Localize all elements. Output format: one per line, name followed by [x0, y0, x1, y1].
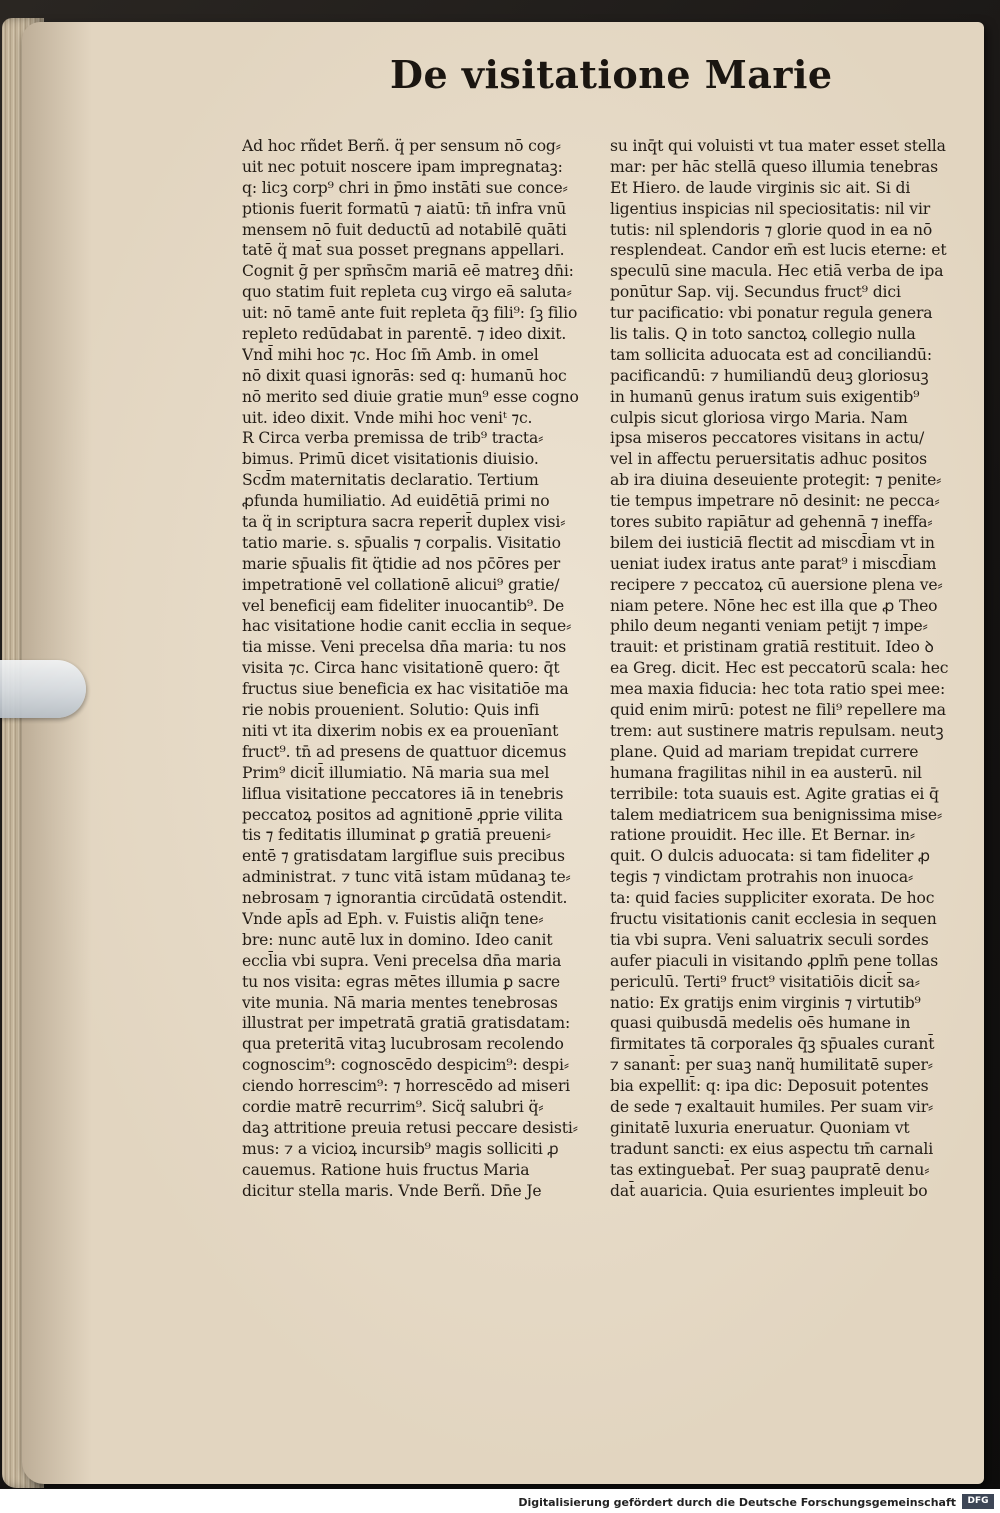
left-column-line: nō merito sed diuie gratie mun⁹ esse cogno	[242, 387, 579, 406]
right-column-line: terribile: tota suauis est. Agite gratias ei q̄	[610, 784, 939, 803]
left-column-line: illustrat per impetratā gratiā gratisdatam:	[242, 1014, 571, 1033]
right-column-line: ponūtur Sap. vij. Secundus fruct⁹ dici	[610, 283, 901, 302]
left-column-line: bre: nunc autē lux in domino. Ideo canit	[242, 930, 553, 949]
left-column-line: Cognit ḡ per spm̄sc̄m mariā eē matreꝫ dn̄i:	[242, 262, 574, 281]
right-column-line: quid enim mirū: potest ne fili⁹ repellere ma	[610, 701, 946, 720]
left-column-line: Vnde apl̄s ad Eph. v. Fuistis aliq̄n tene⸗	[242, 909, 544, 928]
left-column-line: fructus siue beneficia ex hac visitatiōe ma	[242, 680, 569, 699]
plastic-bookmark	[0, 660, 86, 718]
right-column-line: tie tempus impetrare nō desinit: ne pecca⸗	[610, 492, 940, 511]
left-column-line: ta q̈ in scriptura sacra reperit̄ duplex visi⸗	[242, 513, 566, 532]
right-column-line: talem mediatricem sua benignissima mise⸗	[610, 805, 942, 824]
left-column-line: rie nobis prouenient. Solutio: Quis infi	[242, 701, 540, 720]
right-column-line: tradunt sancti: ex eius aspectu tm̄ carnali	[610, 1139, 934, 1158]
left-column-line: peccatoꝝ positos ad agnitionē ꝓprie vilita	[242, 805, 563, 824]
right-column-line: tia vbi supra. Veni saluatrix seculi sordes	[610, 930, 929, 949]
left-column-line: tatē q̈ mat̄ sua posset pregnans appellari.	[242, 241, 565, 260]
left-column-line: Vnd̄ mihi hoc ⁊c. Hoc ſm̄ Amb. in omel	[242, 345, 539, 364]
left-column-line: ciendo horrescim⁹: ⁊ horrescēdo ad miseri	[242, 1077, 570, 1096]
left-column-line: cauemus. Ratione huis fructus Maria	[242, 1160, 530, 1179]
right-column-line: de sede ⁊ exaltauit humiles. Per suam vir⸗	[610, 1097, 934, 1116]
left-column-line: mus: ⁊ a vicioꝝ incursib⁹ magis solliciti ꝓ	[242, 1139, 559, 1158]
right-column-line: ea Greg. dicit. Hec est peccatorū scala: hec	[610, 659, 949, 678]
left-column-line: vite munia. Nā maria mentes tenebrosas	[242, 993, 558, 1012]
right-column-line: lis talis. Q in toto sanctoꝝ collegio nulla	[610, 325, 916, 344]
right-column-line: mea maxia fiducia: hec tota ratio spei mee:	[610, 680, 946, 699]
left-column-line: R Circa verba premissa de trib⁹ tracta⸗	[242, 429, 544, 448]
left-column-line: cordie matrē recurrim⁹. Sicq̈ salubri q̈⸗	[242, 1097, 544, 1116]
right-column-line: fructu visitationis canit ecclesia in sequen	[610, 909, 937, 928]
left-column-line: liflua visitatione peccatores iā in tenebris	[242, 784, 564, 803]
left-column-line: uit nec potuit noscere ipam impregnataꝫ:	[242, 157, 563, 176]
left-column-line: dicitur stella maris. Vnde Berñ. Dn̄e Je	[242, 1181, 542, 1200]
left-column-line: impetrationē vel collationē alicui⁹ gratie/	[242, 575, 560, 594]
right-column-line: recipere ⁊ peccatoꝝ cū auersione plena ve⸗	[610, 575, 943, 594]
right-column-line: trem: aut sustinere matris repulsam. neutꝫ	[610, 721, 944, 740]
right-column-line: ligentius inspicias nil speciositatis: nil vir	[610, 199, 931, 218]
right-column-line: tas extinguebat̄. Per suaꝫ paupratē denu⸗	[610, 1160, 930, 1179]
right-column-line: aufer piaculi in visitando ꝓplm̄ pene tollas	[610, 951, 939, 970]
right-column-line: philo deum neganti veniam petijt ⁊ impe⸗	[610, 617, 928, 636]
left-column-line: q: licꝫ corp⁹ chri in p̄mo instāti sue conce⸗	[242, 178, 568, 197]
right-column-line: quit. O dulcis aduocata: si tam fideliter ꝓ	[610, 847, 930, 866]
right-column-line: tegis ⁊ vindictam protrahis non inuoca⸗	[610, 868, 914, 887]
right-column-line: ab ira diuina deseuiente protegit: ⁊ penite⸗	[610, 471, 942, 490]
left-column-line: uit: nō tamē ante fuit repleta q̄ꝫ fili⁹: ſꝫ filio	[242, 304, 578, 323]
right-column-line: periculū. Terti⁹ fruct⁹ visitatiōis dicit̄ sa⸗	[610, 972, 920, 991]
left-column-line: fruct⁹. tn̄ ad presens de quattuor dicemus	[242, 742, 567, 761]
left-column-line: nō dixit quasi ignorās: sed q: humanū hoc	[242, 366, 567, 385]
left-column-line: daꝫ attritione preuia retusi peccare desisti⸗	[242, 1118, 578, 1137]
left-column-line: cognoscim⁹: cognoscēdo despicim⁹: despi⸗	[242, 1056, 569, 1075]
right-column-line: vel in affectu peruersitatis adhuc positos	[610, 450, 927, 469]
right-column-line: ipsa miseros peccatores visitans in actu/	[610, 429, 925, 448]
left-column-line: Scd̄m maternitatis declaratio. Tertium	[242, 471, 539, 490]
right-column-line: resplendeat. Candor em̄ est lucis eterne: et	[610, 241, 947, 260]
running-head: De visitatione Marie	[390, 52, 833, 97]
right-column-line: dat̄ auaricia. Quia esurientes impleuit bo	[610, 1181, 928, 1200]
left-column-line: tu nos visita: egras mētes illumia ꝑ sacre	[242, 972, 560, 991]
left-column-line: hac visitatione hodie canit ecclia in seque⸗	[242, 617, 572, 636]
right-column-line: speculū sine macula. Hec etiā verba de ipa	[610, 262, 944, 281]
right-column-line: culpis sicut gloriosa virgo Maria. Nam	[610, 408, 908, 427]
right-column-line: mar: per hāc stellā queso illumia tenebras	[610, 157, 938, 176]
right-column-line: tutis: nil splendoris ⁊ glorie quod in ea nō	[610, 220, 933, 239]
right-column-line: quasi quibusdā medelis oēs humane in	[610, 1014, 911, 1033]
right-column-line: bia expellit̄: q: ipa dic: Deposuit potentes	[610, 1077, 929, 1096]
left-column-line: ꝓfunda humiliatio. Ad euidētiā primi no	[242, 492, 550, 511]
right-column-line: in humanū genus iratum suis exigentib⁹	[610, 387, 920, 406]
left-column-line: quo statim fuit repleta cuꝫ virgo eā saluta⸗	[242, 283, 572, 302]
left-column-line: tis ⁊ feditatis illuminat ꝑ gratiā preueni⸗	[242, 826, 551, 845]
left-column-line: tatio marie. s. sp̄ualis ⁊ corpalis. Visitatio	[242, 533, 561, 552]
right-column-line: tam sollicita aduocata est ad conciliandū:	[610, 345, 933, 364]
right-column-line: bilem dei iusticiā flectit ad miscd̄iam vt in	[610, 533, 935, 552]
left-column-line: marie sp̄ualis fit q̈tidie ad nos pc̄ōres per	[242, 554, 561, 573]
left-column-line: nebrosam ⁊ ignorantia circūdatā ostendit.	[242, 889, 568, 908]
right-column-line: ueniat iudex iratus ante parat⁹ i miscd̄iam	[610, 554, 937, 573]
right-column-line: pacificandū: ⁊ humiliandū deuꝫ gloriosuꝫ	[610, 366, 929, 385]
left-column-line: qua preteritā vitaꝫ lucubrosam recolendo	[242, 1035, 564, 1054]
right-column-line: trauit: et pristinam gratiā restituit. Ideo ꝺ	[610, 638, 934, 657]
right-column-line: ⁊ sanant̄: per suaꝫ nanq̈ humilitatē super⸗	[610, 1056, 933, 1075]
left-column-line: tia misse. Veni precelsa dn̄a maria: tu nos	[242, 638, 567, 657]
right-column-line: plane. Quid ad mariam trepidat currere	[610, 742, 919, 761]
left-column-line: vel beneficij eam fideliter inuocantib⁹. De	[242, 596, 565, 615]
left-column-line: entē ⁊ gratisdatam largiflue suis precibus	[242, 847, 565, 866]
digitization-credit: Digitalisierung gefördert durch die Deutsche Forschungsgemeinschaft	[518, 1496, 956, 1509]
right-column-line: ginitatē luxuria eneruatur. Quoniam vt	[610, 1118, 910, 1137]
left-column-line: uit. ideo dixit. Vnde mihi hoc veniᵗ ⁊c.	[242, 408, 533, 427]
left-column-line: eccl̄ia vbi supra. Veni precelsa dn̄a maria	[242, 951, 562, 970]
left-column-line: administrat. ⁊ tunc vitā istam mūdanaꝫ te⸗	[242, 868, 571, 887]
right-column-line: firmitates tā corporales q̄ꝫ sp̄uales curant̄	[610, 1035, 935, 1054]
right-column-line: tur pacificatio: vbi ponatur regula genera	[610, 304, 933, 323]
right-column-line: ratione prouidit. Hec ille. Et Bernar. in⸗	[610, 826, 915, 845]
left-column-line: ptionis fuerit formatū ⁊ aiatū: tn̄ infra vnū	[242, 199, 567, 218]
right-column-line: niam petere. Nōne hec est illa que ꝓ Theo	[610, 596, 938, 615]
left-column-line: visita ⁊c. Circa hanc visitationē quero: q̄t	[242, 659, 560, 678]
right-text-column	[610, 136, 958, 1201]
left-column-line: bimus. Primū dicet visitationis diuisio.	[242, 450, 539, 469]
right-column-line: humana fragilitas nihil in ea austerū. nil	[610, 763, 922, 782]
right-column-line: ta: quid facies suppliciter exorata. De hoc	[610, 889, 935, 908]
dfg-logo: DFG	[962, 1494, 994, 1509]
left-column-line: repleto redūdabat in parentē. ⁊ ideo dixit.	[242, 325, 567, 344]
left-column-line: mensem nō fuit deductū ad notabilē quāti	[242, 220, 567, 239]
left-column-line: Ad hoc rñdet Berñ. q̈ per sensum nō cog⸗	[242, 137, 561, 155]
left-column-line: niti vt ita dixerim nobis ex ea prouenīant	[242, 721, 559, 740]
left-text-column	[242, 136, 594, 1201]
right-column-line: tores subito rapiātur ad gehennā ⁊ ineffa⸗	[610, 513, 933, 532]
left-column-line: Prim⁹ dicit̄ illumiatio. Nā maria sua mel	[242, 763, 550, 782]
right-column-line: Et Hiero. de laude virginis sic ait. Si di	[610, 178, 911, 197]
right-column-line: su inq̄t qui voluisti vt tua mater esset stella	[610, 137, 946, 155]
right-column-line: natio: Ex gratijs enim virginis ⁊ virtutib⁹	[610, 993, 921, 1012]
